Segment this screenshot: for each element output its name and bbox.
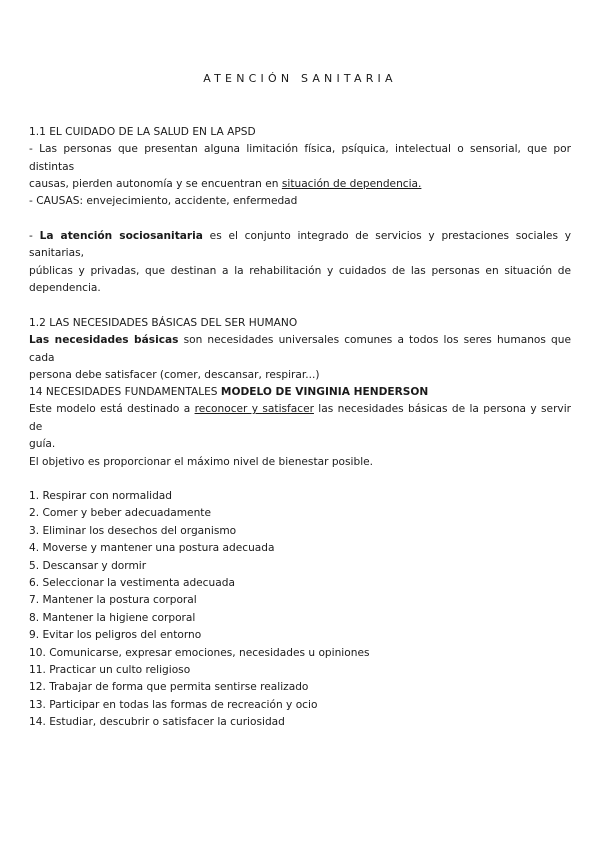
paragraph-line: persona debe satisfacer (comer, descansar, respirar...): [29, 369, 320, 382]
dash: -: [29, 230, 40, 242]
need-item: 7. Mantener la postura corporal: [29, 594, 197, 607]
heading-text: 14 NECESIDADES FUNDAMENTALES: [29, 386, 221, 398]
need-item: 1. Respirar con normalidad: [29, 490, 173, 502]
need-item: 14. Estudiar, descubrir o satisfacer la curiosidad: [29, 716, 285, 729]
henderson-section: [29, 384, 571, 454]
need-item: 6. Seleccionar la vestimenta adecuada: [29, 577, 235, 590]
need-item: 11. Practicar un culto religioso: [29, 664, 191, 677]
section-heading: 1.2 LAS NECESIDADES BÁSICAS DEL SER HUMANO: [29, 317, 298, 329]
paragraph-line: [29, 332, 571, 367]
paragraph-line: dependencia.: [29, 282, 101, 295]
section-heading: 1.1 EL CUIDADO DE LA SALUD EN LA APSD: [29, 126, 256, 138]
paragraph-line: públicas y privadas, que destinan a la rehabilitación y cuidados de las personas en situación de: [29, 264, 571, 277]
paragraph-text: son necesidades universales comunes a todos los seres humanos que cada: [29, 334, 572, 364]
page-title: ATENCIÓN SANITARIA: [203, 72, 397, 85]
need-item: 13. Participar en todas las formas de recreación y ocio: [29, 698, 318, 711]
need-item: 3. Eliminar los desechos del organismo: [29, 524, 237, 537]
paragraph-text: causas, pierden autonomía y se encuentran en: [29, 178, 282, 191]
paragraph-line: - Las personas que presentan alguna limitación física, psíquica, intelectual o sensorial, que por distintas: [29, 143, 571, 173]
paragraph-line: [29, 176, 571, 193]
causes-line: - CAUSAS: envejecimiento, accidente, enfermedad: [29, 195, 298, 207]
need-item: 4. Moverse y mantener una postura adecuada: [29, 542, 275, 555]
paragraph-text: Este modelo está destinado a: [29, 403, 195, 416]
sociosanitary-paragraph: [29, 228, 571, 298]
need-item: 8. Mantener la higiene corporal: [29, 611, 196, 624]
heading-bold-text: MODELO DE VINGINIA HENDERSON: [220, 386, 429, 398]
objective-line: El objetivo es proporcionar el máximo nivel de bienestar posible.: [29, 456, 374, 468]
need-item: 12. Trabajar de forma que permita sentirse realizado: [29, 681, 309, 694]
need-item: 2. Comer y beber adecuadamente: [29, 507, 211, 520]
paragraph-line: guía.: [29, 438, 56, 451]
underlined-text: reconocer y satisfacer: [194, 403, 314, 416]
section-heading: [29, 384, 571, 401]
section-1-2: [29, 315, 571, 385]
need-item: 9. Evitar los peligros del entorno: [29, 629, 202, 642]
paragraph-text: es el conjunto integrado de servicios y prestaciones sociales y sanitarias,: [29, 230, 571, 260]
paragraph-line: [29, 401, 571, 436]
bold-term: Las necesidades básicas: [29, 334, 179, 347]
paragraph-text: las necesidades básicas de la persona y servir de: [29, 403, 571, 433]
needs-list: [29, 488, 571, 732]
bold-term: La atención sociosanitaria: [39, 230, 203, 242]
need-item: 5. Descansar y dormir: [29, 559, 147, 572]
need-item: 10. Comunicarse, expresar emociones, necesidades u opiniones: [29, 646, 370, 659]
paragraph-line: [29, 228, 571, 263]
section-1-1: [29, 124, 571, 194]
dependency-link-text: situación de dependencia.: [281, 178, 422, 191]
